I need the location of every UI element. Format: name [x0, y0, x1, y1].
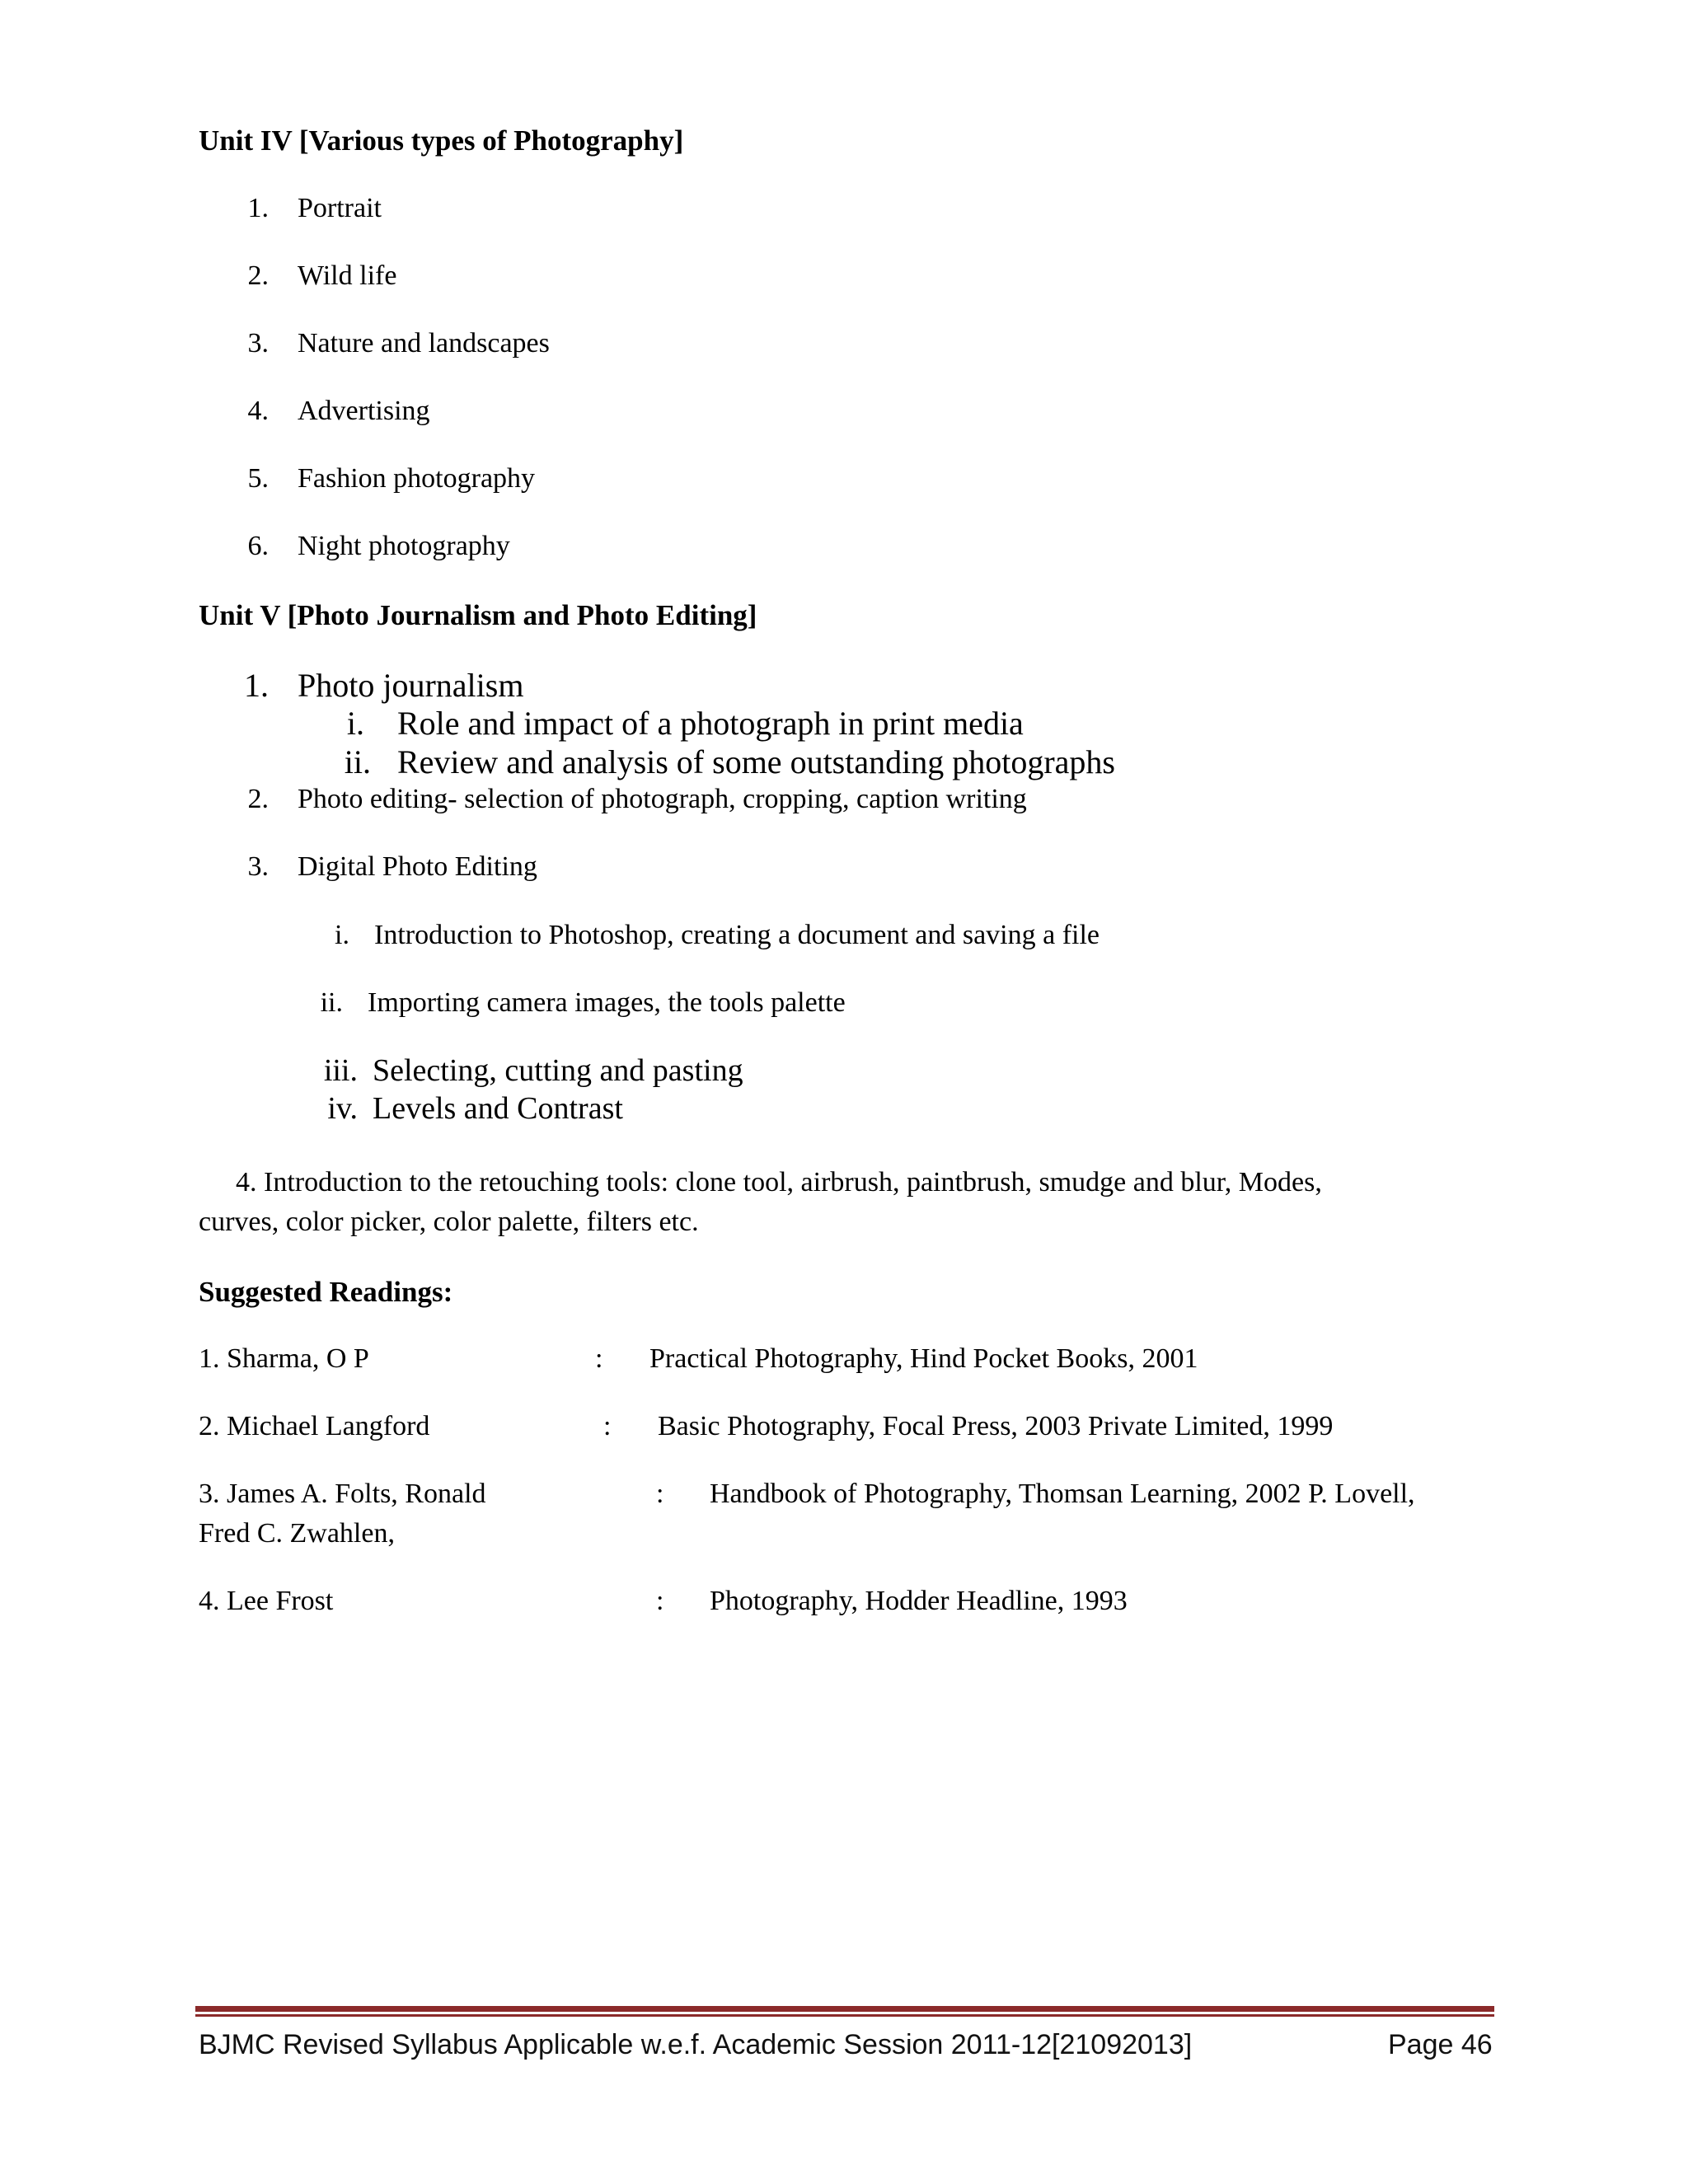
list-item: Nature and landscapes: [298, 328, 550, 359]
paragraph-item-4-line-1: 4. Introduction to the retouching tools: clone tool, airbrush, paintbrush, smudge and blur, Modes,: [236, 1167, 1322, 1197]
list-item: Digital Photo Editing: [298, 851, 537, 882]
reading-separator: :: [656, 1479, 664, 1509]
list-item: Advertising: [298, 396, 430, 426]
sub-item: Importing camera images, the tools palette: [368, 987, 846, 1018]
reading-separator: :: [603, 1411, 612, 1441]
unit-4-heading: Unit IV [Various types of Photography]: [199, 124, 684, 157]
sub-item-number: iii.: [323, 1053, 358, 1088]
sub-item: Review and analysis of some outstanding photographs: [397, 743, 1115, 780]
reading-author: 4. Lee Frost: [199, 1586, 334, 1616]
list-item-number: 3.: [247, 851, 269, 882]
reading-separator: :: [656, 1586, 664, 1616]
list-item: Night photography: [298, 531, 510, 561]
footer-rule: [195, 2006, 1494, 2012]
sub-item: Role and impact of a photograph in print media: [397, 705, 1024, 742]
reading-author: 2. Michael Langford: [199, 1411, 430, 1441]
list-item: Portrait: [298, 193, 382, 223]
reading-title: Practical Photography, Hind Pocket Books, 2001: [649, 1343, 1198, 1374]
page-number: Page 46: [1388, 2029, 1493, 2060]
reading-title: Basic Photography, Focal Press, 2003 Private Limited, 1999: [658, 1411, 1334, 1441]
list-item: Photo journalism: [298, 667, 524, 704]
reading-title: Handbook of Photography, Thomsan Learning, 2002 P. Lovell,: [710, 1479, 1415, 1509]
list-item-number: 6.: [247, 531, 269, 561]
sub-item-number: ii.: [344, 743, 371, 780]
reading-author-continued: Fred C. Zwahlen,: [199, 1518, 395, 1549]
list-item-number: 2.: [247, 784, 269, 814]
suggested-readings-heading: Suggested Readings:: [199, 1276, 453, 1308]
reading-title: Photography, Hodder Headline, 1993: [710, 1586, 1128, 1616]
sub-item-number: iv.: [327, 1091, 358, 1126]
list-item: Wild life: [298, 260, 397, 291]
sub-item-number: i.: [335, 920, 349, 950]
sub-item: Selecting, cutting and pasting: [373, 1053, 743, 1088]
reading-separator: :: [595, 1343, 603, 1374]
footer-text: BJMC Revised Syllabus Applicable w.e.f. Academic Session 2011-12[21092013]: [199, 2029, 1193, 2060]
sub-item-number: i.: [346, 705, 364, 742]
list-item-number: 3.: [247, 328, 269, 359]
list-item-number: 1.: [247, 193, 269, 223]
sub-item-number: ii.: [320, 987, 343, 1018]
paragraph-item-4-line-2: curves, color picker, color palette, filters etc.: [199, 1207, 699, 1237]
list-item-number: 4.: [247, 396, 269, 426]
reading-author: 1. Sharma, O P: [199, 1343, 369, 1374]
list-item-number: 1.: [244, 667, 269, 704]
reading-author: 3. James A. Folts, Ronald: [199, 1479, 486, 1509]
list-item: Photo editing- selection of photograph, cropping, caption writing: [298, 784, 1027, 814]
unit-5-heading: Unit V [Photo Journalism and Photo Editing]: [199, 599, 757, 631]
list-item-number: 5.: [247, 463, 269, 494]
sub-item: Introduction to Photoshop, creating a document and saving a file: [374, 920, 1100, 950]
footer-rule-thin: [195, 2014, 1494, 2017]
sub-item: Levels and Contrast: [373, 1091, 623, 1126]
list-item-number: 2.: [247, 260, 269, 291]
list-item: Fashion photography: [298, 463, 536, 494]
